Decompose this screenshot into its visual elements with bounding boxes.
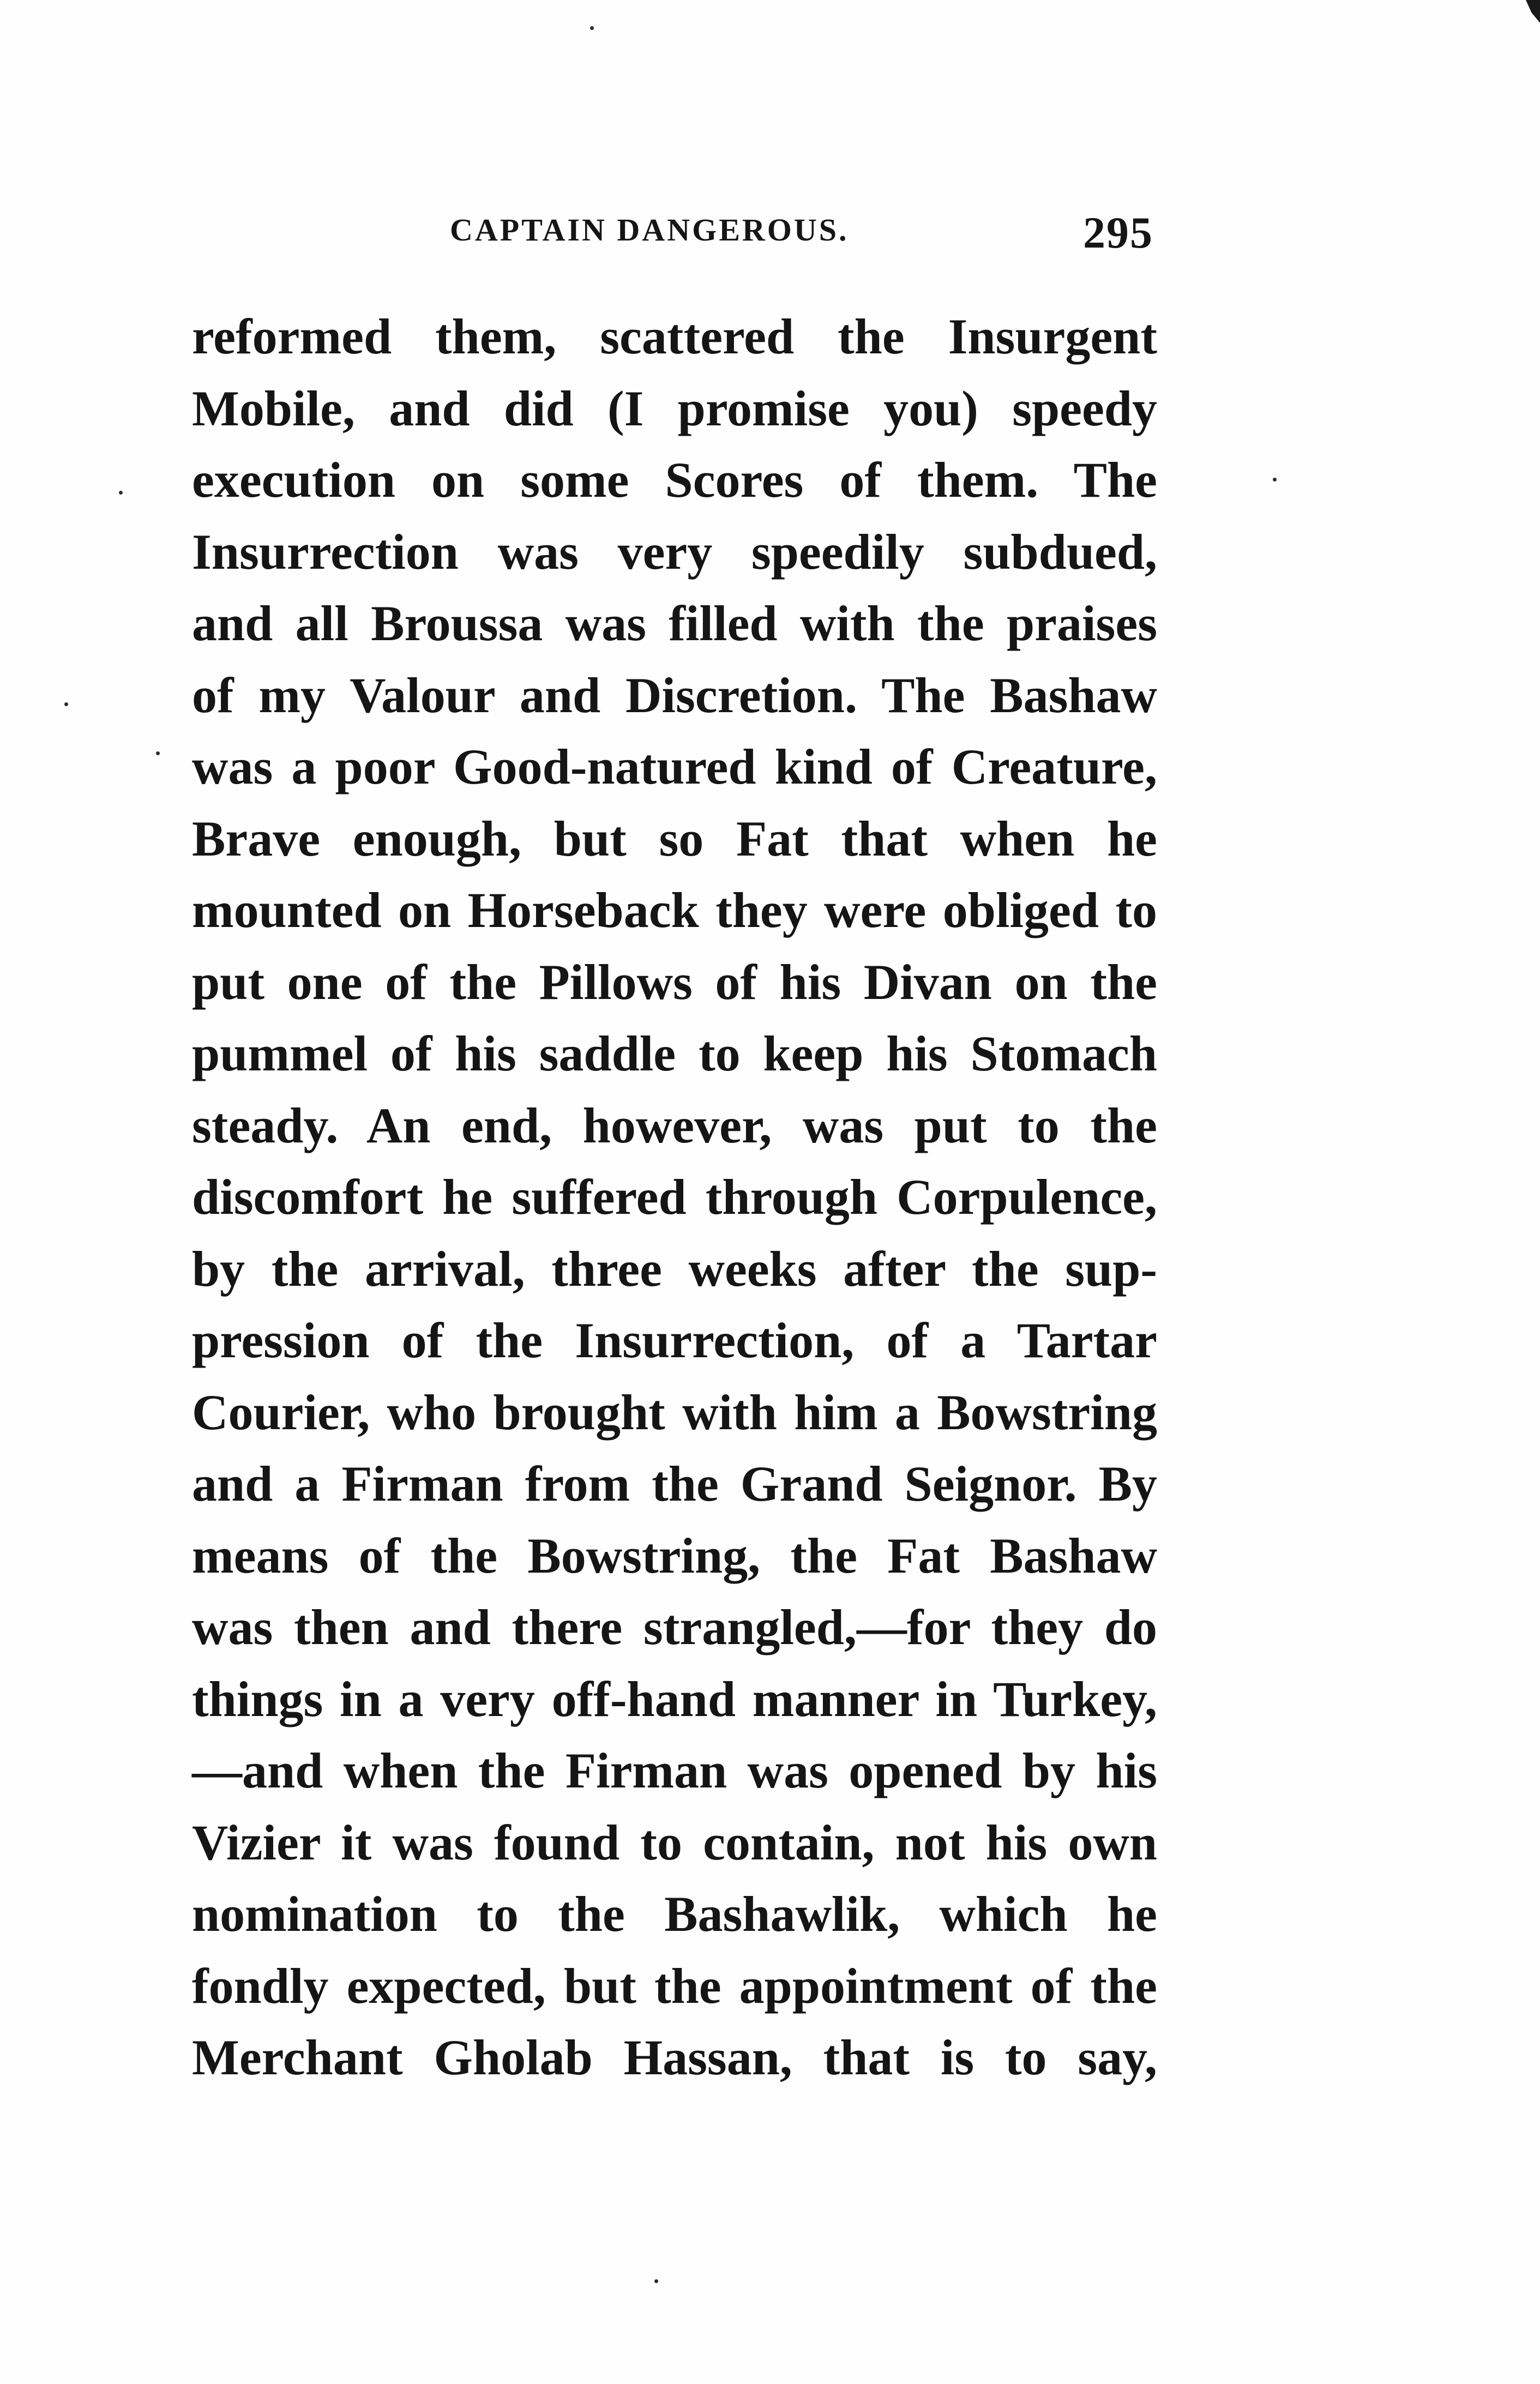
running-title: CAPTAIN DANGEROUS. — [450, 212, 849, 248]
text-line: Merchant Gholab Hassan, that is to say, — [192, 2030, 1157, 2085]
scan-speck — [1273, 478, 1277, 481]
page-header — [194, 207, 1153, 256]
scan-speck — [119, 491, 123, 495]
text-line: Courier, who brought with him a Bowstring — [192, 1384, 1157, 1440]
text-line: —and when the Firman was opened by his — [192, 1743, 1157, 1798]
text-line: pression of the Insurrection, of a Tartar — [192, 1313, 1157, 1368]
text-line: nomination to the Bashawlik, which he — [192, 1886, 1157, 1942]
text-line: of my Valour and Discretion. The Bashaw — [192, 667, 1157, 723]
text-line: and a Firman from the Grand Seignor. By — [192, 1456, 1157, 1512]
text-line: Insurrection was very speedily subdued, — [192, 523, 1157, 580]
text-line: execution on some Scores of them. The — [192, 452, 1157, 508]
page-number: 295 — [1083, 208, 1153, 257]
scan-edge-mark — [1526, 0, 1540, 23]
text-line: pummel of his saddle to keep his Stomach — [192, 1026, 1157, 1081]
text-line: mounted on Horseback they were obliged to — [192, 882, 1157, 938]
text-line: means of the Bowstring, the Fat Bashaw — [192, 1527, 1157, 1584]
scan-speck — [156, 751, 160, 755]
text-line: and all Broussa was filled with the praises — [192, 595, 1157, 651]
text-line: steady. An end, however, was put to the — [192, 1097, 1157, 1153]
scan-speck — [654, 2279, 658, 2283]
text-line: was then and there strangled,—for they do — [192, 1599, 1157, 1655]
text-line: fondly expected, but the appointment of the — [192, 1958, 1157, 2014]
text-line: Brave enough, but so Fat that when he — [192, 810, 1157, 866]
text-line: Mobile, and did (I promise you) speedy — [192, 380, 1157, 436]
text-line: Vizier it was found to contain, not his own — [192, 1814, 1157, 1870]
text-line: things in a very off-hand manner in Turkey, — [192, 1671, 1157, 1727]
text-line: was a poor Good-natured kind of Creature, — [192, 739, 1157, 794]
text-line: put one of the Pillows of his Divan on the — [192, 954, 1157, 1010]
text-line: reformed them, scattered the Insurgent — [192, 309, 1157, 364]
body-text — [192, 301, 1157, 2094]
scan-speck — [590, 26, 594, 30]
scan-speck — [64, 702, 68, 706]
text-line: by the arrival, three weeks after the sup- — [192, 1241, 1157, 1297]
text-line: discomfort he suffered through Corpulence, — [192, 1169, 1157, 1225]
